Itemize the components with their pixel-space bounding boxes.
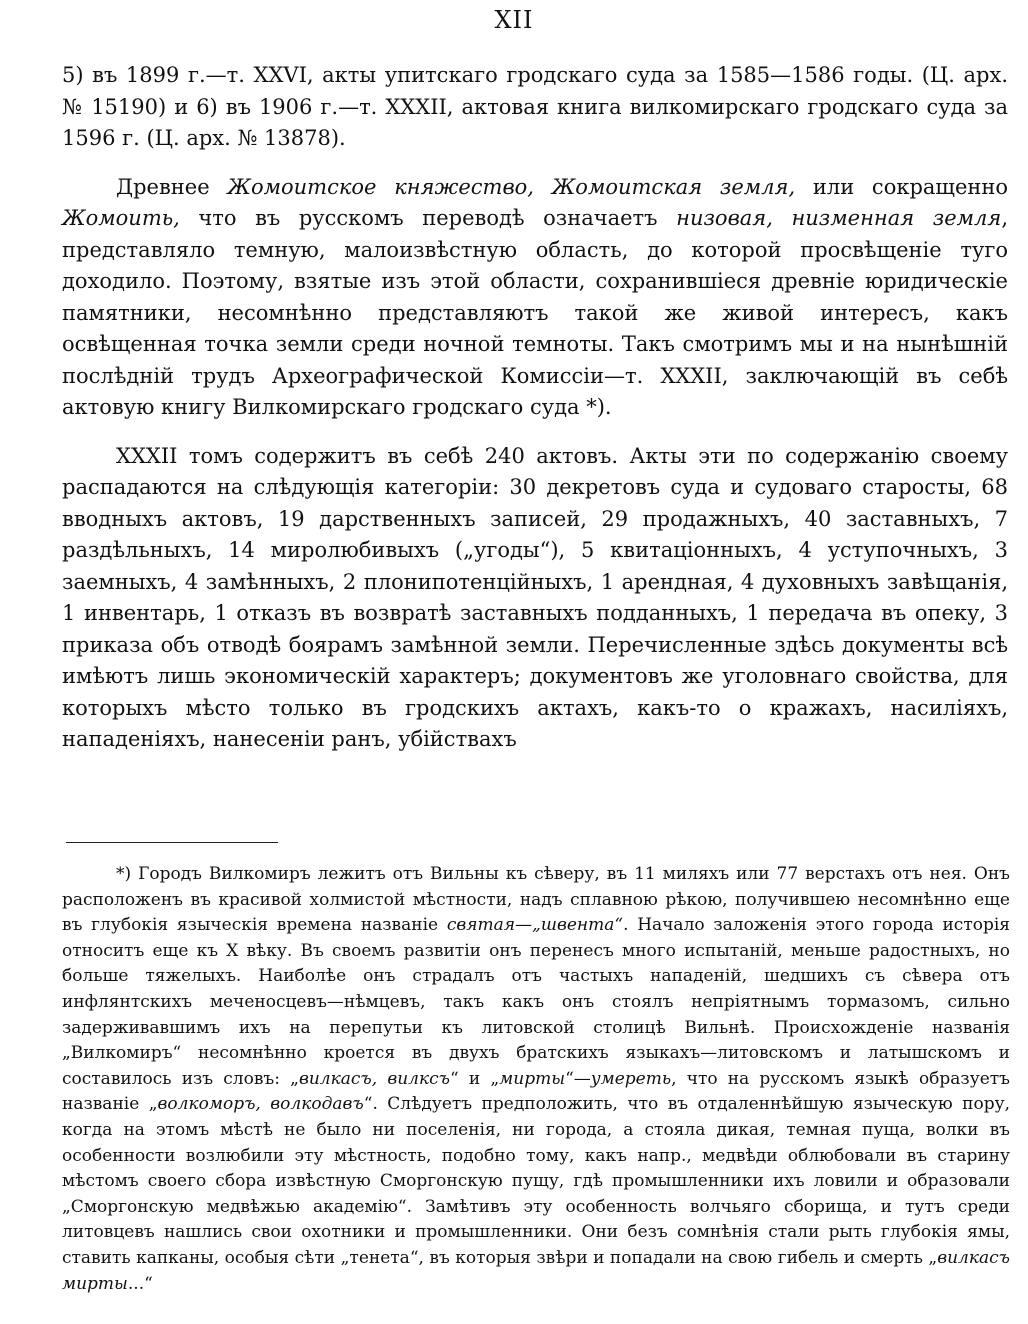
- text-run: XXXII томъ содержитъ въ себѣ 240 актовъ. Акты эти по содержанію своему распадаются на слѣдующія категоріи: 30 декретовъ суда и судоваго старосты, 68 вводныхъ актовъ, 19 дарственныхъ записей, 29 продажныхъ, 40 заставныхъ, 7 раздѣльныхъ, 14 миролюбивыхъ („угоды“), 5 квитаціонныхъ, 4 уступочныхъ, 3 заемныхъ, 4 замѣнныхъ, 2 плонипотенційныхъ, 1 арендная, 4 духовныхъ завѣщанія, 1 инвентарь, 1 отказъ въ возвратѣ заставныхъ подданныхъ, 1 передача въ опеку, 3 приказа объ отводѣ боярамъ замѣнной земли. Перечисленные здѣсь документы всѣ имѣютъ лишь экономическій характеръ; документовъ же уголовнаго свойства, для которыхъ мѣсто только въ гродскихъ актахъ, какъ-то о кражахъ, насиліяхъ, нападеніяхъ, нанесеніи ранъ, убійствахъ: [62, 443, 1008, 751]
- italic-text-run: святая—„швента“: [446, 915, 624, 936]
- text-run: . Начало заложенія этого города исторія относитъ еще къ X вѣку. Въ своемъ развитіи онъ перенесъ много испытаній, меньше радостныхъ, но больше тяжелыхъ. Наиболѣе онъ страдалъ отъ частыхъ нападеній, шедшихъ съ сѣвера отъ инфлянтскихъ меченосцевъ—нѣмцевъ, такъ какъ онъ стоялъ непріятнымъ тормазомъ, сильно задерживавшимъ ихъ на перепутьи къ литовской столицѣ Вильнѣ. Происхожденіе названія „Вилкомиръ“ несомнѣнно кроется въ двухъ братскихъ языкахъ—литовскомъ и латышскомъ и составилось изъ словъ: „: [62, 915, 1010, 1089]
- footnote-divider: [66, 842, 278, 843]
- text-run: “—: [565, 1068, 591, 1089]
- text-run: 5) въ 1899 г.—т. XXVI, акты упитскаго гродскаго суда за 1585—1586 годы. (Ц. арх. № 15190) и 6) въ 1906 г.—т. XXXII, актовая книга вилкомирскаго гродскаго суда за 1596 г. (Ц. арх. № 13878).: [62, 63, 1008, 150]
- italic-text-run: мирты: [499, 1068, 566, 1089]
- italic-text-run: умереть: [590, 1068, 672, 1089]
- paragraph-zhomoit: [62, 172, 1008, 424]
- text-run: Древнее: [116, 174, 228, 199]
- italic-text-run: вилкасъ мирты: [62, 1247, 1010, 1294]
- text-run: “ и „: [450, 1068, 500, 1089]
- text-run: или сокращенно: [795, 174, 1009, 199]
- paragraph-contents: [62, 441, 1008, 756]
- main-text: [62, 60, 1008, 773]
- italic-text-run: вилкасъ, вилксъ: [298, 1068, 450, 1089]
- text-run: , представляло темную, малоизвѣстную область, до которой просвѣщеніе туго доходило. Поэтому, взятые изъ этой области, сохранившіеся древніе юридическіе памятники, несомнѣнно представляютъ такой же живой интересъ, какъ освѣщенная точка земли среди ночной темноты. Такъ смотримъ мы и на нынѣшній послѣдній трудъ Археографической Комиссіи—т. XXXII, заключающій въ себѣ актовую книгу Вилкомирскаго гродскаго суда *).: [62, 206, 1009, 419]
- italic-text-run: волкоморъ, волкодавъ: [157, 1094, 364, 1115]
- text-run: ...“: [127, 1273, 153, 1294]
- footnote: [62, 862, 1010, 1297]
- italic-text-run: Жомоить,: [62, 206, 180, 230]
- text-run: , что на русскомъ языкѣ образуетъ названіе „: [62, 1068, 1010, 1115]
- italic-text-run: Жомоитское княжество, Жомоитская земля,: [227, 174, 796, 199]
- text-run: *) Городъ Вилкомиръ лежитъ отъ Вильны къ сѣверу, въ 11 миляхъ или 77 верстахъ отъ нея. Онъ расположенъ въ красивой холмистой мѣстности, надъ сплавною рѣкою, получившею несомнѣнно еще въ глубокія языческія времена названіе: [62, 864, 1010, 936]
- italic-text-run: низовая, низменная земля: [676, 206, 1002, 230]
- text-run: что въ русскомъ переводѣ означаетъ: [179, 206, 677, 230]
- footnote-text: [62, 862, 1010, 1297]
- paragraph-continuation: [62, 60, 1008, 155]
- page-number: XII: [494, 6, 534, 34]
- text-run: “. Слѣдуетъ предположить, что въ отдаленнѣйшую языческую пору, когда на этомъ мѣстѣ не было ни поселенія, ни города, а стояла дикая, темная пуща, волки въ особенности возлюбили эту мѣстность, подобно тому, какъ напр., медвѣди облюбовали въ старину мѣстомъ своего сбора извѣстную Сморгонскую пущу, гдѣ промышленники ихъ ловили и образовали „Сморгонскую медвѣжью академію“. Замѣтивъ эту особенность волчьяго сборища, и тутъ среди литовцевъ нашлись свои охотники и промышленники. Они безъ сомнѣнія стали рыть глубокія ямы, ставить капканы, особыя сѣти „тенета“, въ которыя звѣри и попадали на свою гибель и смерть „: [62, 1094, 1011, 1268]
